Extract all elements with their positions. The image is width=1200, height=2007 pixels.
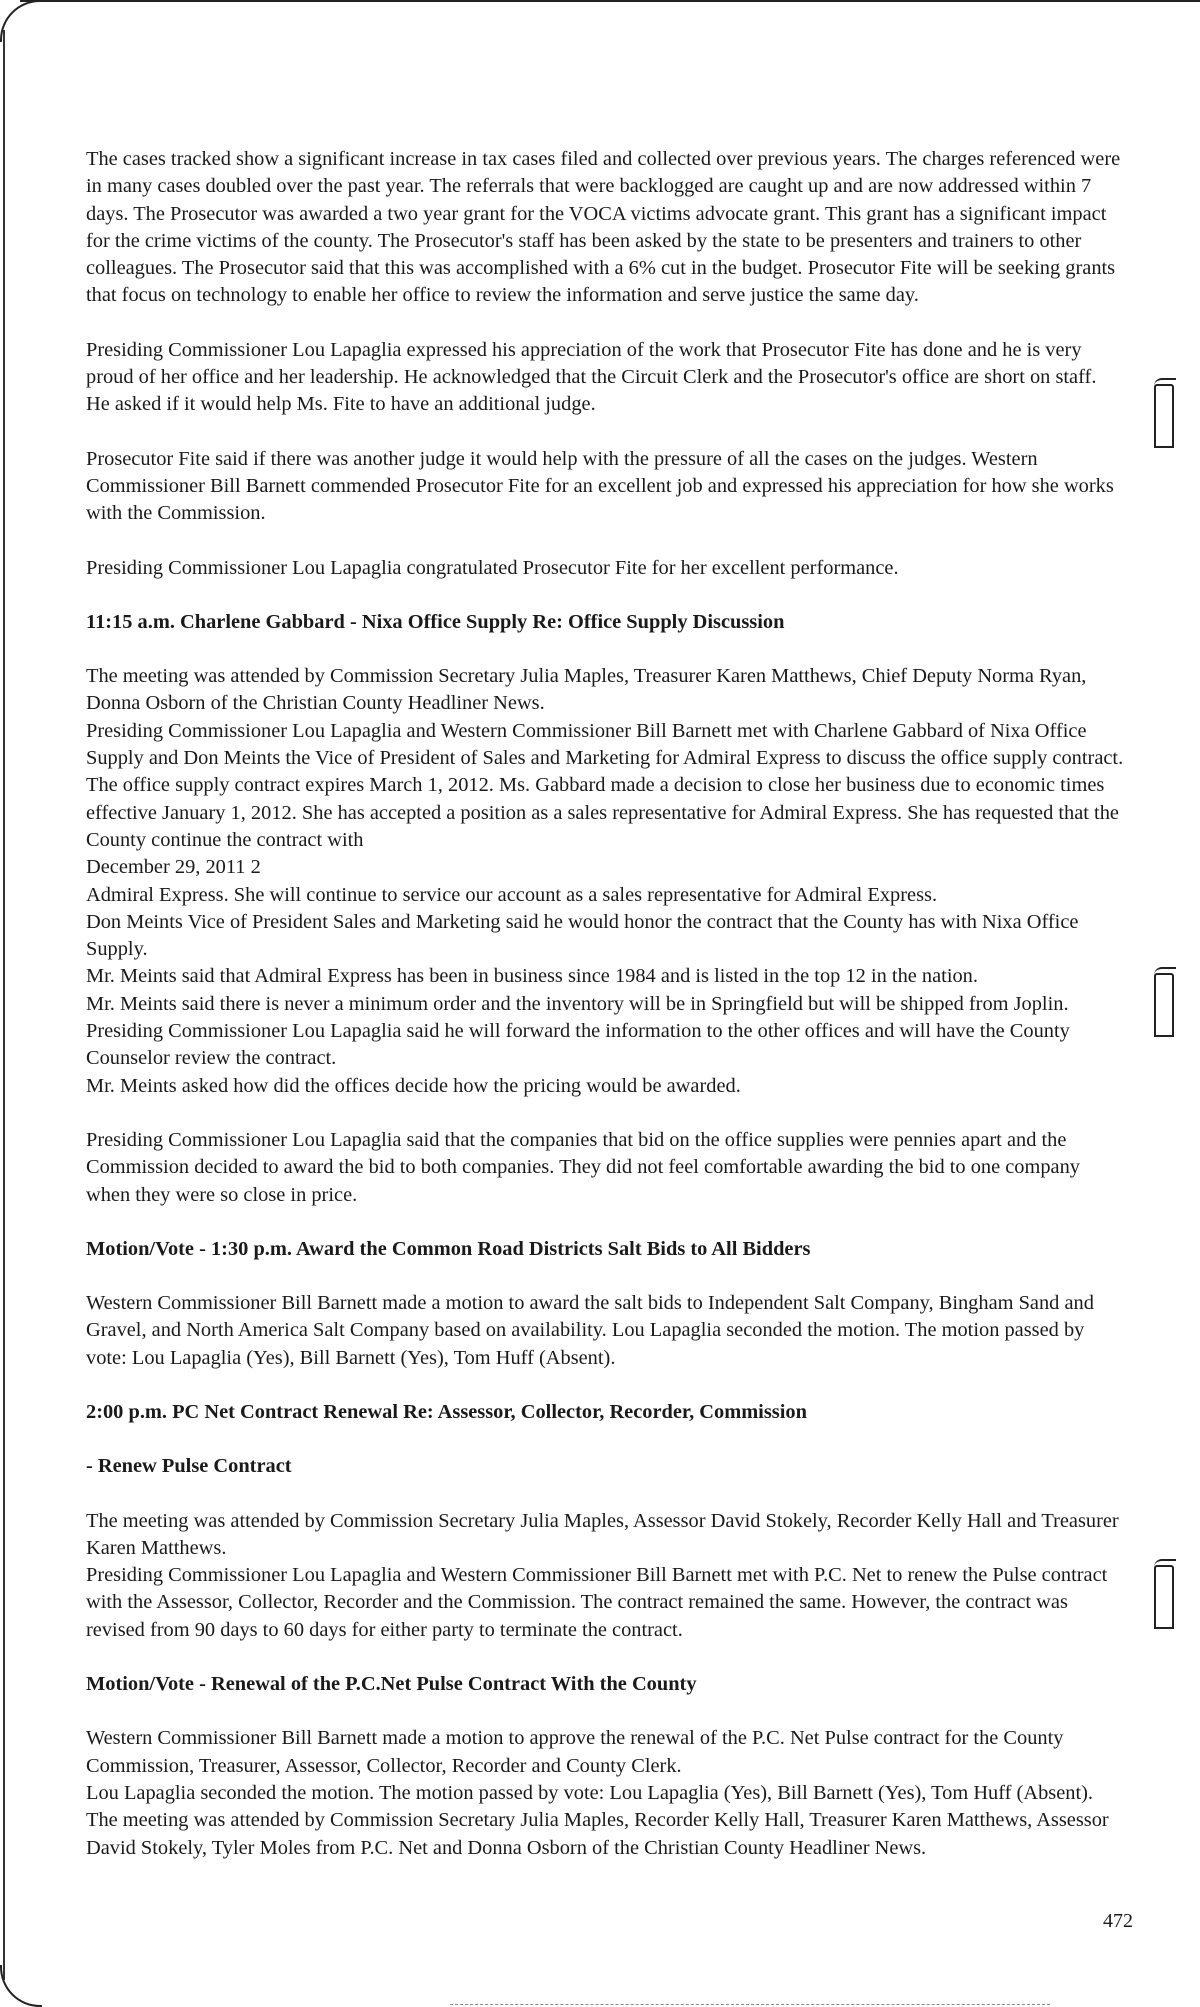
paragraph: Presiding Commissioner Lou Lapaglia congratulated Prosecutor Fite for her excellent performance. <box>86 556 899 579</box>
section-pc-net-renewal <box>86 1399 1124 1644</box>
document-body <box>86 146 1124 1889</box>
section-line: Lou Lapaglia seconded the motion. The motion passed by vote: Lou Lapaglia (Yes), Bill Barnett (Yes), Tom Huff (Absent). The meeting was attended by Commission Secretary Julia Maples, Recorder Kelly Hall, Treasurer Karen Matthews, Assessor David Stokely, Tyler Moles from P.C. Net and Donna Osborn of the Christian County Headliner News. <box>86 1781 1109 1859</box>
section-line: Admiral Express. She will continue to service our account as a sales representative for Admiral Express. <box>86 883 938 906</box>
section-line: The meeting was attended by Commission Secretary Julia Maples, Assessor David Stokely, Recorder Kelly Hall and Treasurer Karen Matthews. <box>86 1509 1119 1559</box>
section-heading: 11:15 a.m. Charlene Gabbard - Nixa Office Supply Re: Office Supply Discussion <box>86 610 785 633</box>
section-heading: Motion/Vote - 1:30 p.m. Award the Common Road Districts Salt Bids to All Bidders <box>86 1237 811 1260</box>
page-number: 472 <box>1103 1910 1133 1932</box>
section-line: December 29, 2011 2 <box>86 856 261 879</box>
section-line: Mr. Meints asked how did the offices decide how the pricing would be awarded. <box>86 1074 741 1097</box>
section-salt-bids <box>86 1236 1124 1372</box>
page-edge-top <box>20 0 1200 2</box>
margin-bracket-mark <box>1154 1565 1174 1629</box>
paragraph: Presiding Commissioner Lou Lapaglia expressed his appreciation of the work that Prosecutor Fite has done and he is very proud of her office and her leadership. He acknowledged that the Circuit Clerk and the Prosecutor's office are short on staff. He asked if it would help Ms. Fite to have an additional judge. <box>86 338 1097 416</box>
section-line: Don Meints Vice of President Sales and Marketing said he would honor the contract that the County has with Nixa Office Supply. <box>86 910 1079 961</box>
page-edge-bottom <box>450 2004 1050 2005</box>
page-edge-left <box>3 30 5 1980</box>
section-heading-continued: - Renew Pulse Contract <box>86 1455 292 1478</box>
section-pulse-contract-vote <box>86 1671 1124 1862</box>
section-line: Presiding Commissioner Lou Lapaglia and Western Commissioner Bill Barnett met with P.C. Net to renew the Pulse contract with the Assessor, Collector, Recorder and the Commission. The contract remained the same. However, the contract was revised from 90 days to 60 days for either party to terminate the contract. <box>86 1564 1108 1641</box>
paragraph: The cases tracked show a significant increase in tax cases filed and collected over previous years. The charges referenced were in many cases doubled over the past year. The referrals that were backlogged are caught up and are now addressed within 7 days. The Prosecutor was awarded a two year grant for the VOCA victims advocate grant. This grant has a significant impact for the crime victims of the county. The Prosecutor's staff has been asked by the state to be presenters and trainers to other colleagues. The Prosecutor said that this was accomplished with a 6% cut in the budget. Prosecutor Fite will be seeking grants that focus on technology to enable her office to review the information and serve justice the same day. <box>86 148 1121 307</box>
margin-bracket-mark <box>1154 384 1174 448</box>
section-heading: 2:00 p.m. PC Net Contract Renewal Re: Assessor, Collector, Recorder, Commission <box>86 1400 807 1423</box>
page-corner-bottom-left <box>0 1965 42 2007</box>
section-line: Presiding Commissioner Lou Lapaglia and Western Commissioner Bill Barnett met with Charlene Gabbard of Nixa Office Supply and Don Meints the Vice of President of Sales and Marketing for Admiral Express to discuss the office supply contract. The office supply contract expires March 1, 2012. Ms. Gabbard made a decision to close her business due to economic times effective January 1, 2012. She has accepted a position as a sales representative for Admiral Express. She has requested that the County continue the contract with <box>86 719 1124 851</box>
section-heading: Motion/Vote - Renewal of the P.C.Net Pulse Contract With the County <box>86 1673 697 1696</box>
section-line: Mr. Meints said that Admiral Express has been in business since 1984 and is listed in the top 12 in the nation. <box>86 965 978 988</box>
section-line: Mr. Meints said there is never a minimum order and the inventory will be in Springfield but will be shipped from Joplin. Presiding Commissioner Lou Lapaglia said he will forward the information to the other offices and will have the County Counselor review the contract. <box>86 992 1070 1070</box>
paragraph: Prosecutor Fite said if there was another judge it would help with the pressure of all the cases on the judges. Western Commissioner Bill Barnett commended Prosecutor Fite for an excellent job and expressed his appreciation for how she works with the Commission. <box>86 447 1114 525</box>
section-line: The meeting was attended by Commission Secretary Julia Maples, Treasurer Karen Matthews, Chief Deputy Norma Ryan, Donna Osborn of the Christian County Headliner News. <box>86 665 1087 715</box>
section-office-supply <box>86 609 1124 1100</box>
section-line: Western Commissioner Bill Barnett made a motion to award the salt bids to Independent Salt Company, Bingham Sand and Gravel, and North America Salt Company based on availability. Lou Lapaglia seconded the motion. The motion passed by vote: Lou Lapaglia (Yes), Bill Barnett (Yes), Tom Huff (Absent). <box>86 1292 1094 1369</box>
page-corner-top-left <box>0 0 42 42</box>
margin-bracket-mark <box>1154 973 1174 1037</box>
section-line: Western Commissioner Bill Barnett made a motion to approve the renewal of the P.C. Net Pulse contract for the County Commission, Treasurer, Assessor, Collector, Recorder and County Clerk. <box>86 1727 1064 1777</box>
paragraph: Presiding Commissioner Lou Lapaglia said that the companies that bid on the office supplies were pennies apart and the Commission decided to award the bid to both companies. They did not feel comfortable awarding the bid to one company when they were so close in price. <box>86 1128 1080 1206</box>
